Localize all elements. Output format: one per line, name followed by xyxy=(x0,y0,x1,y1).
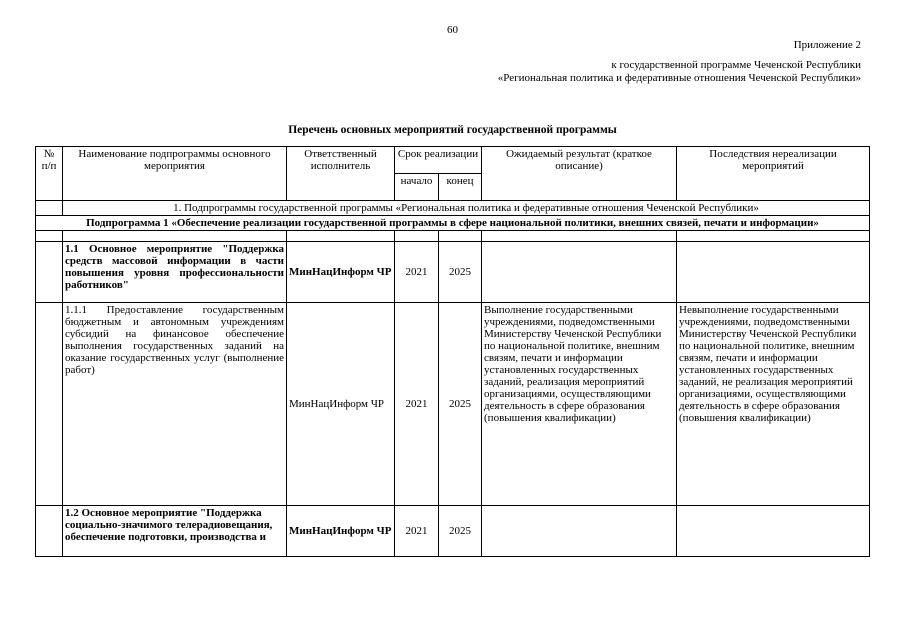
header-result: Ожидаемый результат (краткое описание) xyxy=(482,147,677,201)
document-title: Перечень основных мероприятий государственной программы xyxy=(288,124,617,136)
row-end: 2025 xyxy=(439,506,482,557)
header-executor: Ответственный исполнитель xyxy=(287,147,395,201)
row-consequences: Невыполнение государственными учреждениями, подведомственными Министерству Чеченской Республики по национальной политике, внешним связям, печати и информации установленных государственных заданий, не реализация мероприятий организациями, осуществляющими деятельность в сфере образования (повышения квалификации) xyxy=(677,303,870,506)
row-num xyxy=(36,303,63,506)
header-period: Срок реализации xyxy=(395,147,482,174)
subprogram-title: Подпрограмма 1 «Обеспечение реализации государственной программы в сфере национальной политики, внешних связей, печати и информации» xyxy=(36,216,870,231)
table-row xyxy=(36,303,870,506)
row-name: 1.2 Основное мероприятие "Поддержка социально-значимого телерадиовещания, обеспечение подготовки, производства и xyxy=(63,506,287,557)
row-executor: МинНацИнформ ЧР xyxy=(287,242,395,303)
row-executor: МинНацИнформ ЧР xyxy=(287,506,395,557)
subprogram-row xyxy=(36,216,870,231)
section-row xyxy=(36,201,870,216)
row-start: 2021 xyxy=(395,242,439,303)
row-name: 1.1.1 Предоставление государственным бюджетным и автономным учреждениям субсидий на финансовое обеспечение выполнения государственных заданий на оказание государственных услуг (выполнение работ) xyxy=(63,303,287,506)
header-num: № п/п xyxy=(36,147,63,201)
table-row xyxy=(36,242,870,303)
header-consequences: Последствия нереализации мероприятий xyxy=(677,147,870,201)
header-end: конец xyxy=(439,174,482,201)
row-num xyxy=(36,506,63,557)
row-end: 2025 xyxy=(439,303,482,506)
appendix-title: Приложение 2 xyxy=(793,39,861,51)
row-name: 1.1 Основное мероприятие "Поддержка средств массовой информации в части повышения уровня профессиональности работников" xyxy=(63,242,287,303)
row-consequences xyxy=(677,242,870,303)
header-row-1 xyxy=(36,147,870,174)
header-name: Наименование подпрограммы основного мероприятия xyxy=(63,147,287,201)
row-consequences xyxy=(677,506,870,557)
row-start: 2021 xyxy=(395,303,439,506)
row-num xyxy=(36,242,63,303)
table-row xyxy=(36,506,870,557)
row-result xyxy=(482,506,677,557)
spacer-row xyxy=(36,231,870,242)
row-end: 2025 xyxy=(439,242,482,303)
appendix-line-1: к государственной программе Чеченской Республики xyxy=(611,59,861,71)
row-start: 2021 xyxy=(395,506,439,557)
row-result xyxy=(482,242,677,303)
appendix-line-2: «Региональная политика и федеративные отношения Чеченской Республики» xyxy=(497,72,861,84)
row-executor: МинНацИнформ ЧР xyxy=(287,303,395,506)
section-title: 1. Подпрограммы государственной программы «Региональная политика и федеративные отношения Чеченской Республики» xyxy=(63,201,870,216)
page-number: 60 xyxy=(447,24,458,36)
header-start: начало xyxy=(395,174,439,201)
row-result: Выполнение государственными учреждениями, подведомственными Министерству Чеченской Республики по национальной политике, внешним связям, печати и информации установленных государственных заданий, реализация мероприятий организациями, осуществляющими деятельность в сфере образования (повышения квалификации) xyxy=(482,303,677,506)
section-num-cell xyxy=(36,201,63,216)
measures-table xyxy=(35,146,870,557)
